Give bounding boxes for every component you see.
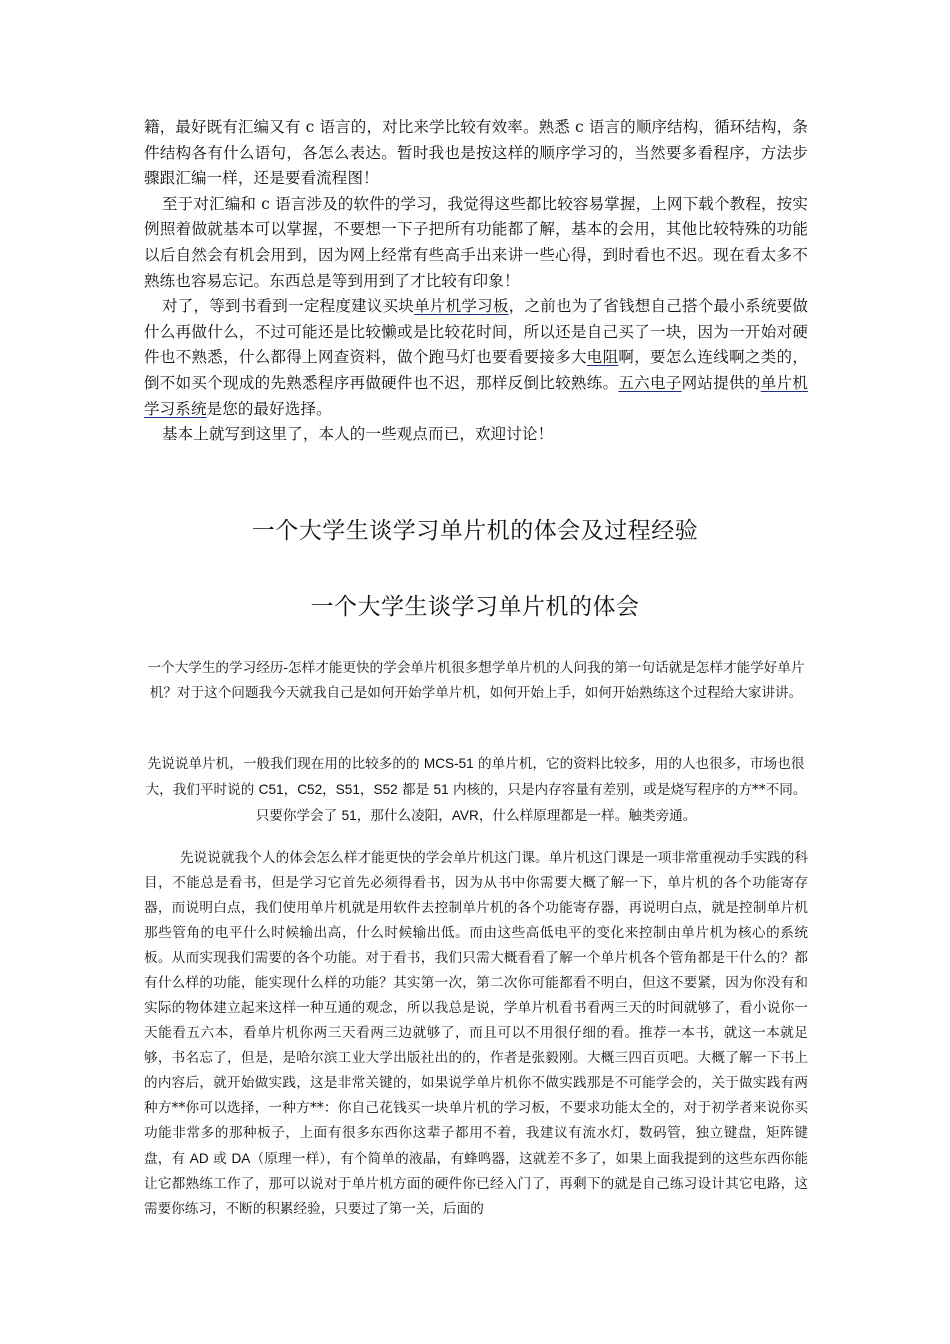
text-run: 先说说就我个人的体会怎么样才能更快的学会单片机这门课。单片机这门课是一项非常重视动手实践的科目，不能总是看书，但是学习它首先必须得看书，因为从书中你需要大概了解一下，单片机的各个功能寄存器，而说明白点，我们使用单片机就是用软件去控制单片机的各个功能寄存器，再说明白点，就是控制单片机那些管角的电平什么时候输出高，什么时候输出低。而由这些高低电平的变化来控制由单片机为核心的系统板。从而实现我们需要的各个功能。对于看书，我们只需大概看看了解一个单片机各个管角都是干什么的？都有什么样的功能，能实现什么样的功能？其实第一次，第二次你可能都看不明白，但这不要紧，因为你没有和实际的物体建立起来这样一种互通的观念，所以我总是说，学单片机看书看两三天的时间就够了，看小说你一天能看五六本，看单片机你两三天看两三边就够了，而且可以不用很仔细的看。推荐一本书，就这一本就足够，书名忘了，但是，是哈尔滨工业大学出版社出的的，作者是张毅刚。大概三四百页吧。大概了解一下书上的内容后，就开始做实践，这是非常关键的，如果说学单片机你不做实践那是不可能学会的，关于做实践有两种方**你可以选择，一种方**：你自己花钱买一块单片机的学习板，不要求功能太全的，对于初学者来说你买功能非常多的那种板子，上面有很多东西你这辈子都用不着，我建议有流水灯，数码管，独立键盘，矩阵键盘，有 [144, 850, 808, 1167]
paragraph-3-text-d: 网站提供的 [681, 373, 761, 392]
paragraph-3 [144, 294, 808, 422]
text-run: AVR [451, 808, 479, 823]
text-run: ， [283, 782, 298, 798]
text-run: 51 [433, 782, 449, 797]
link-resistor[interactable]: 电阻 [586, 348, 619, 367]
text-run: S51 [335, 782, 360, 797]
paragraph-4: 基本上就写到这里了，本人的一些观点而已，欢迎讨论！ [162, 425, 554, 444]
link-wuliu-electronics[interactable]: 五六电子 [618, 373, 682, 392]
intro-text: 一个大学生的学习经历-怎样才能更快的学会单片机很多想学单片机的人问我的第一句话就是怎样才能学好单片机？对于这个问题我今天就我自己是如何开始学单片机，如何开始上手，如何开始熟练这个过程给大家讲讲。 [147, 660, 805, 701]
link-mcu-learning-system[interactable]: 单片机学习系统 [144, 373, 808, 418]
text-run: ， [322, 782, 336, 798]
text-run: ， [359, 782, 374, 798]
text-run: ，什么样原理都是一样。触类旁通。 [478, 808, 697, 824]
text-run: 或 [208, 1151, 232, 1167]
text-run: 内核的，只是内存容量有差别，或是烧写程序的方**不同。只要你学会了 [255, 782, 807, 824]
article-title: 一个大学生谈学习单片机的体会及过程经验 [251, 518, 699, 544]
paragraph-3-text-b: ，之前也为了省钱想自己搭个最小系统要做什么再做什么，不过可能还是比较懒或是比较花时间，所以还是自己买了一块，因为一开始对硬件也不熟悉，什么都得上网查资料，做个跑马灯也要看要接多大 [144, 297, 809, 367]
text-run: C52 [297, 782, 323, 797]
text-run: 都是 [397, 782, 434, 798]
text-run: 先说说单片机，一般我们现在用的比较多的的 [147, 756, 424, 772]
article-continuation [144, 115, 808, 448]
text-run: DA [231, 1151, 251, 1166]
text-run: MCS-51 [423, 756, 474, 771]
mcu-overview-paragraph [144, 751, 808, 829]
experience-paragraph [144, 846, 808, 1222]
intro-paragraph [144, 656, 808, 706]
text-run: AD [189, 1151, 209, 1166]
paragraph-3-text-e: 是您的最好选择。 [206, 399, 332, 418]
text-run: （原理一样），有个简单的液晶，有蜂鸣器，这就差不多了，如果上面我提到的这些东西你能让它都熟练工作了，那可以说对于单片机方面的硬件你已经入门了，再剩下的就是自己练习设计其它电路，这需要你练习，不断的积累经验，只要过了第一关，后面的 [144, 1151, 808, 1217]
paragraph-1: 籍，最好既有汇编又有 c 语言的，对比来学比较有效率。熟悉 c 语言的顺序结构，循环结构，条件结构各有什么语句，各怎么表达。暂时我也是按这样的顺序学习的，当然要多看程序，方法步骤跟汇编一样，还是要看流程图！ [144, 118, 808, 188]
paragraph-2: 至于对汇编和 c 语言涉及的软件的学习，我觉得这些都比较容易掌握，上网下载个教程，按实例照着做就基本可以掌握，不要想一下子把所有功能都了解，基本的会用，其他比较特殊的功能以后自然会有机会用到，因为网上经常有些高手出来讲一些心得，到时看也不迟。现在看太多不熟练也容易忘记。东西总是等到用到了才比较有印象！ [144, 194, 808, 290]
article-subtitle: 一个大学生谈学习单片机的体会 [310, 594, 640, 620]
text-run: ，那什么凌阳， [356, 808, 452, 824]
text-run: C51 [258, 782, 284, 797]
link-mcu-learning-board[interactable]: 单片机学习板 [414, 297, 509, 316]
text-run: 的单片机，它的资料比较多，用的人也很多，市场也很大，我们平时说的 [145, 756, 805, 798]
mcu-overview-text [144, 751, 808, 829]
paragraph-3-text-a: 对了，等到书看到一定程度建议买块 [162, 297, 415, 316]
text-run: S52 [373, 782, 398, 797]
experience-text [144, 846, 808, 1222]
text-run: 51 [341, 808, 357, 823]
paragraph-3-text-c: 啊，要怎么连线啊之类的，倒不如买个现成的先熟悉程序再做硬件也不迟，那样反倒比较熟练。 [144, 348, 808, 392]
